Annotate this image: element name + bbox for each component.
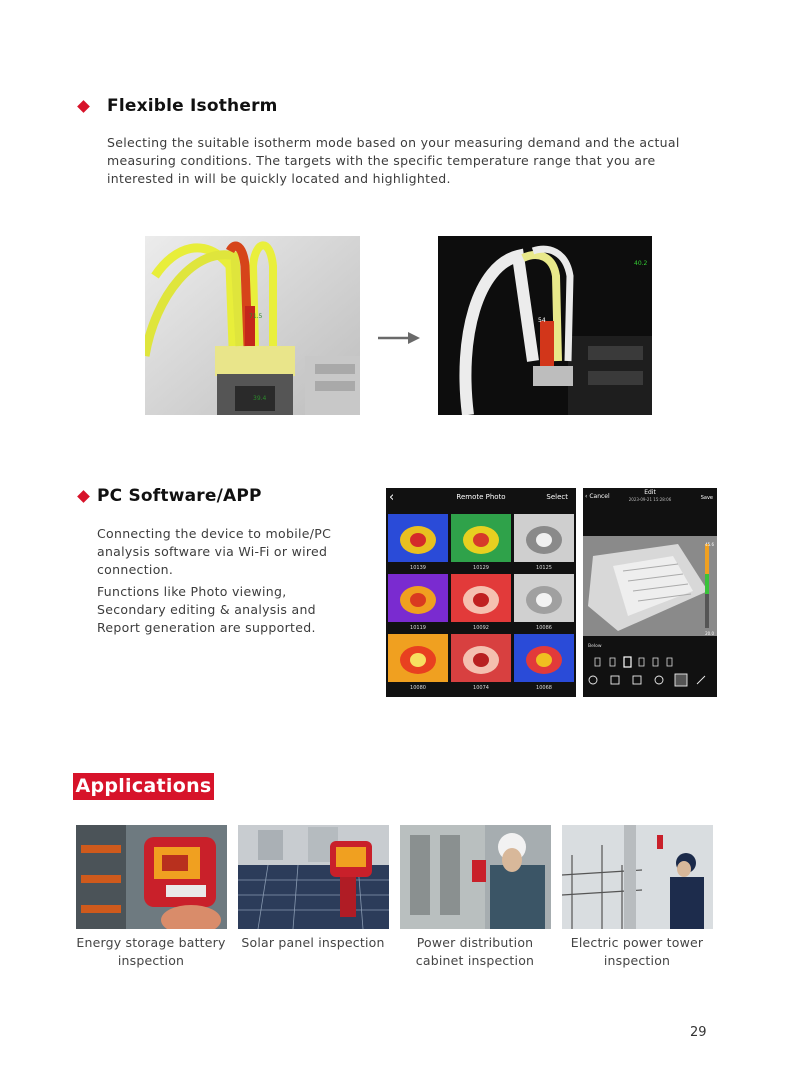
- crop-icon: [611, 676, 619, 684]
- photo-thumbnail-label: 10129: [473, 565, 489, 571]
- center-reading-right: 54: [538, 317, 546, 324]
- edit-preview-image: [583, 536, 717, 636]
- app-caption-energy: [66, 934, 236, 970]
- caption-line: cabinet inspection: [415, 953, 535, 968]
- photo-thumbnail-label: 10068: [536, 685, 552, 691]
- power-tower-photo: [562, 825, 713, 929]
- solar-panel-photo: [238, 825, 389, 929]
- applications-heading: Applications: [73, 773, 214, 800]
- pc-software-paragraph-2: Functions like Photo viewing, Secondary editing & analysis and Report generation are supported.: [97, 584, 316, 635]
- photo-thumbnail-label: 10074: [473, 685, 489, 691]
- remote-photo-screen: [386, 488, 576, 697]
- edit-screen: [583, 488, 717, 697]
- isotherm-icon: [675, 674, 687, 686]
- power-distribution-photo: [400, 825, 551, 929]
- pc-software-paragraph-1: Connecting the device to mobile/PC analysis software via Wi-Fi or wired connection.: [97, 526, 332, 577]
- app-caption-power-tower: [552, 934, 722, 970]
- remote-photo-header: [386, 488, 576, 510]
- photo-thumbnail[interactable]: [514, 634, 574, 682]
- energy-storage-photo: [76, 825, 227, 929]
- scale-bottom-value: 20.0: [705, 631, 714, 636]
- caption-line: Power distribution: [416, 935, 534, 950]
- edit-toolbar: [587, 672, 715, 686]
- lower-reading: 39.4: [253, 395, 267, 402]
- edit-title: Edit: [644, 489, 656, 496]
- photo-thumbnail-label: 10080: [410, 685, 426, 691]
- target-icon: [589, 676, 597, 684]
- palette-label: Below: [588, 644, 602, 649]
- select-button[interactable]: Select: [546, 493, 568, 501]
- remote-photo-title: Remote Photo: [456, 493, 506, 501]
- page-number: 29: [690, 1025, 707, 1040]
- caption-line: Electric power tower: [570, 935, 704, 950]
- isotherm-before-graphic: [145, 236, 360, 415]
- back-chevron-icon: ‹: [585, 493, 588, 500]
- isotherm-paragraph-text: Selecting the suitable isotherm mode based on your measuring demand and the actual measuring conditions. The targets with the specific temperature range that you are interested in will be quickly located and highlighted.: [107, 135, 680, 186]
- photo-thumbnail[interactable]: [451, 634, 511, 682]
- isotherm-after-graphic: [438, 236, 652, 415]
- isotherm-after-image: [438, 236, 652, 415]
- photo-thumbnail-label: 10139: [410, 565, 426, 571]
- caption-line: inspection: [603, 953, 671, 968]
- arrow-right-icon: [378, 330, 420, 349]
- cancel-label: Cancel: [589, 493, 610, 500]
- caption-line: Energy storage battery: [76, 935, 226, 950]
- isotherm-paragraph: [107, 134, 697, 188]
- app-caption-power-distribution: [390, 934, 560, 970]
- photo-thumbnail[interactable]: [388, 634, 448, 682]
- palette-selector[interactable]: [593, 653, 683, 665]
- photo-thumbnail-label: 10092: [473, 625, 489, 631]
- photo-thumbnail[interactable]: [514, 574, 574, 622]
- app-caption-solar: [228, 934, 398, 952]
- edit-timestamp: 2023-09-21 15:28:06: [628, 497, 672, 502]
- photo-thumbnail[interactable]: [451, 514, 511, 562]
- caption-line: Solar panel inspection: [241, 935, 385, 950]
- photo-thumbnail-label: 10125: [536, 565, 552, 571]
- save-button[interactable]: Save: [700, 495, 713, 501]
- isotherm-title: Flexible Isotherm: [107, 96, 278, 116]
- palette-icon: [655, 676, 663, 684]
- photo-thumbnail-label: 10086: [536, 625, 552, 631]
- pc-software-title: PC Software/APP: [97, 486, 262, 506]
- photo-thumbnail[interactable]: [451, 574, 511, 622]
- caption-line: inspection: [117, 953, 185, 968]
- edit-header: [583, 488, 717, 510]
- photo-thumbnail[interactable]: [388, 574, 448, 622]
- back-chevron-icon[interactable]: ‹: [389, 490, 395, 505]
- isotherm-before-image: [145, 236, 360, 415]
- image-icon: [633, 676, 641, 684]
- center-reading: 71.5: [249, 313, 263, 320]
- brush-icon: [697, 676, 705, 684]
- scale-top-value: 45.6: [705, 542, 714, 547]
- section-bullet-icon: [77, 100, 90, 113]
- pc-software-text: [97, 525, 357, 637]
- section-bullet-icon: [77, 490, 90, 503]
- photo-thumbnail[interactable]: [388, 514, 448, 562]
- photo-thumbnail[interactable]: [514, 514, 574, 562]
- top-reading: 40.2: [634, 260, 648, 267]
- photo-thumbnail-label: 10119: [410, 625, 426, 631]
